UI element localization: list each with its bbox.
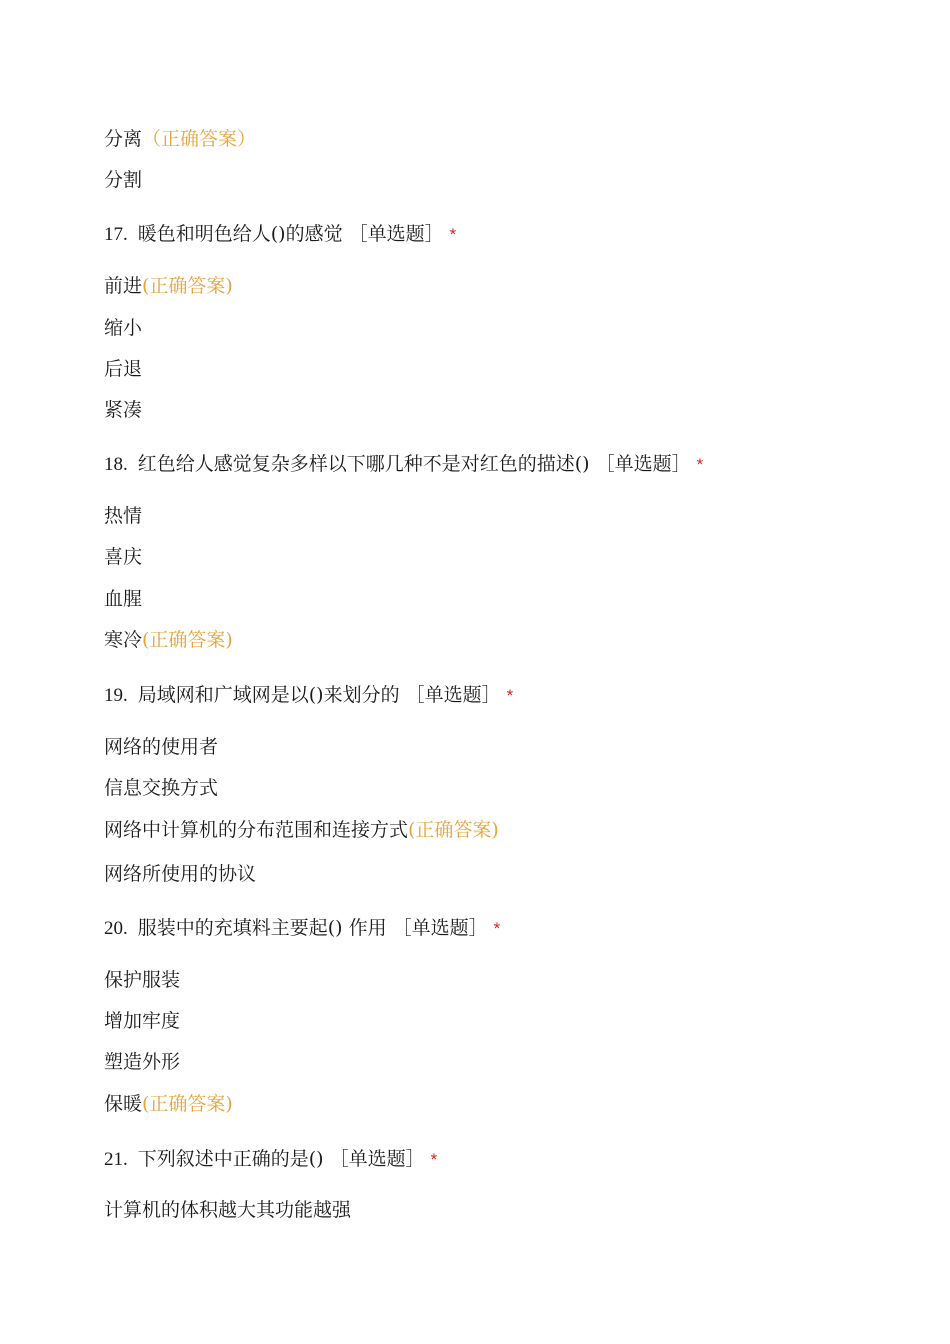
- option-text: 网络的使用者: [104, 736, 219, 758]
- question-text: 暖色和明色给人()的感觉: [137, 223, 343, 245]
- option-text: 分割: [104, 169, 143, 191]
- option-text: 热情: [104, 505, 143, 527]
- option-text: 分离: [104, 128, 143, 150]
- required-asterisk: *: [696, 455, 704, 474]
- exam-page: [104, 0, 904, 1344]
- option-item: [104, 818, 499, 842]
- option-item: [104, 735, 218, 759]
- option-item: [104, 628, 233, 652]
- option-text: 缩小: [104, 317, 143, 339]
- option-text: 信息交换方式: [104, 777, 219, 799]
- option-item: [104, 316, 142, 340]
- question-title: [104, 683, 513, 708]
- question-text: 服装中的充填料主要起() 作用: [137, 917, 387, 939]
- option-item: [104, 968, 180, 992]
- option-text: 前进: [104, 275, 143, 297]
- question-number: 19.: [104, 685, 128, 706]
- option-item: [104, 127, 256, 151]
- option-text: 塑造外形: [104, 1051, 181, 1073]
- option-text: 血腥: [104, 588, 143, 610]
- question-number: 18.: [104, 454, 128, 475]
- option-text: 网络中计算机的分布范围和连接方式: [104, 819, 409, 841]
- option-text: 计算机的体积越大其功能越强: [104, 1199, 352, 1221]
- required-asterisk: *: [493, 919, 501, 938]
- question-text: 下列叙述中正确的是(): [137, 1148, 324, 1170]
- option-text: 喜庆: [104, 546, 143, 568]
- option-item: [104, 168, 142, 192]
- question-text: 局域网和广域网是以()来划分的: [137, 684, 400, 706]
- question-title: [104, 222, 456, 247]
- option-item: [104, 545, 142, 569]
- question-title: [104, 1147, 437, 1172]
- question-number: 17.: [104, 224, 128, 245]
- question-title: [104, 452, 703, 477]
- correct-answer-tag: (正确答案): [408, 819, 499, 841]
- option-item: [104, 862, 256, 886]
- option-text: 紧凑: [104, 399, 143, 421]
- option-item: [104, 504, 142, 528]
- question-type-label: ［单选题］: [595, 453, 691, 475]
- question-number: 21.: [104, 1149, 128, 1170]
- required-asterisk: *: [430, 1150, 438, 1169]
- option-item: [104, 1092, 233, 1116]
- question-type-label: ［单选题］: [392, 917, 488, 939]
- option-item: [104, 587, 142, 611]
- option-item: [104, 398, 142, 422]
- option-text: 后退: [104, 358, 143, 380]
- option-item: [104, 357, 142, 381]
- option-item: [104, 1009, 180, 1033]
- required-asterisk: *: [506, 686, 514, 705]
- option-item: [104, 1050, 180, 1074]
- correct-answer-tag: (正确答案): [142, 629, 233, 651]
- correct-answer-tag: （正确答案）: [142, 128, 257, 150]
- option-text: 保护服装: [104, 969, 181, 991]
- option-item: [104, 274, 233, 298]
- question-type-label: ［单选题］: [405, 684, 501, 706]
- option-item: [104, 776, 218, 800]
- question-text: 红色给人感觉复杂多样以下哪几种不是对红色的描述(): [137, 453, 590, 475]
- question-title: [104, 916, 500, 941]
- option-item: [104, 1198, 351, 1222]
- question-number: 20.: [104, 918, 128, 939]
- option-text: 寒冷: [104, 629, 143, 651]
- correct-answer-tag: (正确答案): [142, 275, 233, 297]
- correct-answer-tag: (正确答案): [142, 1093, 233, 1115]
- option-text: 保暖: [104, 1093, 143, 1115]
- question-type-label: ［单选题］: [329, 1148, 425, 1170]
- question-type-label: ［单选题］: [348, 223, 444, 245]
- option-text: 增加牢度: [104, 1010, 181, 1032]
- option-text: 网络所使用的协议: [104, 863, 257, 885]
- required-asterisk: *: [449, 225, 457, 244]
